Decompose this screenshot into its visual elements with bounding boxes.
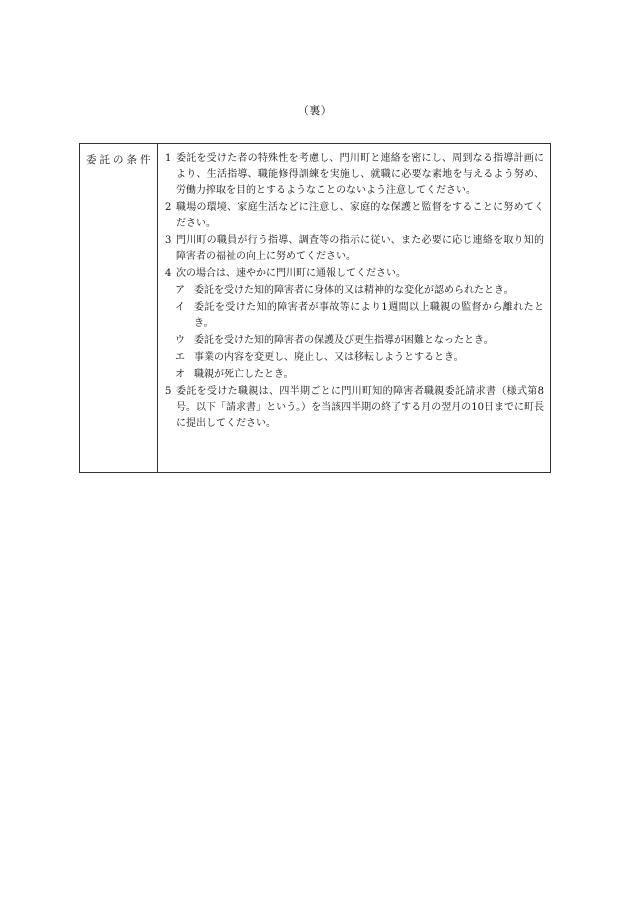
item-number: 2 <box>165 202 172 213</box>
sub-item-mark: イ <box>175 302 185 313</box>
sub-item-mark: エ <box>175 352 185 363</box>
item-text: 委託を受けた者の特殊性を考慮し、門川町と連絡を密にし、周到なる指導計画により、生活指導、職能修得訓練を実施し、就職に必要な素地を与えるよう努め、労働力搾取を目的とするようなことのないよう注意してください。 <box>176 153 544 196</box>
sub-item-e <box>175 350 544 366</box>
condition-item-1 <box>165 151 544 199</box>
item-text: 次の場合は、速やかに門川町に通報してください。 <box>176 268 406 279</box>
sub-item-i <box>175 300 544 332</box>
sub-item-a <box>175 283 544 299</box>
condition-item-4 <box>165 266 544 383</box>
sub-item-list <box>175 283 544 383</box>
page-title: （裏） <box>297 104 333 117</box>
sub-item-text: 委託を受けた知的障害者の保護及び更生指導が困難となったとき。 <box>194 335 494 346</box>
sub-item-text: 委託を受けた知的障害者に身体的又は精神的な変化が認められたとき。 <box>194 285 514 296</box>
conditions-table <box>79 143 551 473</box>
item-text: 職場の環境、家庭生活などに注意し、家庭的な保護と監督をすることに努めてください。 <box>176 202 544 229</box>
sub-item-u <box>175 333 544 349</box>
sub-item-text: 職親が死亡したとき。 <box>194 369 294 380</box>
sub-item-text: 委託を受けた知的障害者が事故等により1週間以上職親の監督から離れたとき。 <box>194 302 544 329</box>
sub-item-o <box>175 367 544 383</box>
sub-item-text: 事業の内容を変更し、廃止し、又は移転しようとするとき。 <box>194 352 464 363</box>
condition-item-2 <box>165 200 544 232</box>
sub-item-mark: ア <box>175 285 185 296</box>
sub-item-mark: オ <box>175 369 185 380</box>
item-text: 委託を受けた職親は、四半期ごとに門川町知的障害者職親委託請求書（様式第8号。以下「請求書」という。）を当該四半期の終了する月の翌月の10日までに町長に提出してください。 <box>176 386 544 429</box>
item-number: 5 <box>165 386 172 397</box>
condition-item-3 <box>165 233 544 265</box>
item-number: 4 <box>165 268 172 279</box>
conditions-label: 委託の条件 <box>80 144 158 472</box>
conditions-content <box>158 144 550 472</box>
condition-item-5 <box>165 384 544 432</box>
item-number: 3 <box>165 235 172 246</box>
item-number: 1 <box>165 153 172 164</box>
item-text: 門川町の職員が行う指導、調査等の指示に従い、また必要に応じ連絡を取り知的障害者の福祉の向上に努めてください。 <box>176 235 544 262</box>
sub-item-mark: ウ <box>175 335 185 346</box>
